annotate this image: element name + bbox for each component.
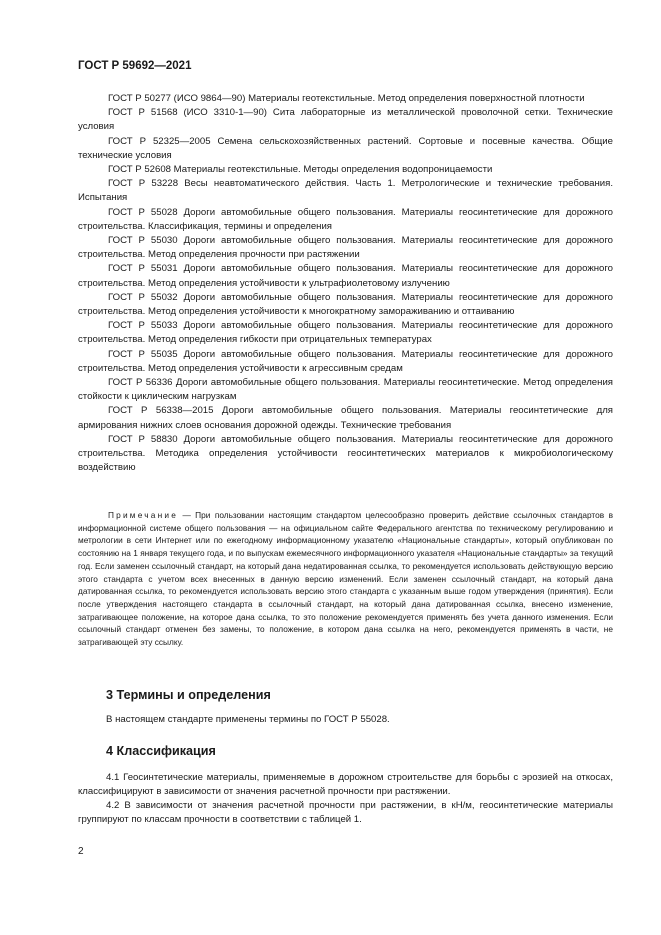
paragraph-4-1: 4.1 Геосинтетические материалы, применяемые в дорожном строительстве для борьбы с эрозией на откосах, классифицируют в зависимости от значения расчетной прочности при растяжении. xyxy=(78,772,613,798)
note-label: Примечание xyxy=(108,510,179,520)
section-4-heading: 4 Классификация xyxy=(106,744,216,758)
reference-item: ГОСТ Р 52608 Материалы геотекстильные. Методы определения водопроницаемости xyxy=(108,164,493,176)
reference-item: ГОСТ Р 55031 Дороги автомобильные общего пользования. Материалы геосинтетические для дорожного строительства. Метод определения устойчивости к ультрафиолетовому излучению xyxy=(78,263,613,289)
reference-item: ГОСТ Р 55028 Дороги автомобильные общего пользования. Материалы геосинтетические для дорожного строительства. Классификация, термины и определения xyxy=(78,206,613,232)
reference-item: ГОСТ Р 55032 Дороги автомобильные общего пользования. Материалы геосинтетические для дорожного строительства. Метод определения устойчивости к многократному замораживанию и оттаиванию xyxy=(78,291,613,318)
reference-item: ГОСТ Р 56338—2015 Дороги автомобильные общего пользования. Материалы геосинтетические для армирования нижних слоев основания дорожной одежды. Технические требования xyxy=(78,405,613,431)
reference-item: ГОСТ Р 53228 Весы неавтоматического действия. Часть 1. Метрологические и технические требования. Испытания xyxy=(78,178,613,204)
section-3-text: В настоящем стандарте применены термины по ГОСТ Р 55028. xyxy=(106,714,390,725)
page-number: 2 xyxy=(78,846,84,857)
normative-references-list xyxy=(78,92,613,475)
reference-item: ГОСТ Р 55030 Дороги автомобильные общего пользования. Материалы геосинтетические для дорожного строительства. Метод определения прочности при растяжении xyxy=(78,235,613,261)
references-note xyxy=(78,509,613,649)
reference-item: ГОСТ Р 56336 Дороги автомобильные общего пользования. Материалы геосинтетические. Метод определения стойкости к циклическим нагрузкам xyxy=(78,377,613,403)
document-header: ГОСТ Р 59692—2021 xyxy=(78,60,192,72)
reference-item: ГОСТ Р 55033 Дороги автомобильные общего пользования. Материалы геосинтетические для дорожного строительства. Метод определения гибкости при отрицательных температурах xyxy=(78,320,613,346)
reference-item: ГОСТ Р 52325—2005 Семена сельскохозяйственных растений. Сортовые и посевные качества. Общие технические условия xyxy=(78,135,613,161)
note-text: — При пользовании настоящим стандартом целесообразно проверить действие ссылочных стандартов в информационной системе общего пользования — на официальном сайте Федерального агентства по техническому регулированию и метрологии в сети Интернет или по ежегодному информационному указателю «Национальные стандарты», который опубликован по состоянию на 1 января текущего года, и по выпускам ежемесячного информационного указателя «Национальные стандарты» за текущий год. Если заменен ссылочный стандарт, на который дана недатированная ссылка, то рекомендуется использовать действующую версию этого стандарта с учетом всех внесенных в данную версию изменений. Если заменен ссылочный стандарт, на который дана датированная ссылка, то рекомендуется использовать версию этого стандарта с указанным выше годом утверждения (принятия). Если после утверждения настоящего стандарта в ссылочный стандарт, на который дана датированная ссылка, внесено изменение, затрагивающее положение, на которое дана ссылка, то это положение рекомендуется применять без учета данного изменения. Если ссылочный стандарт отменен без замены, то положение, в котором дана ссылка на него, рекомендуется применять в части, не затрагивающей эту ссылку. xyxy=(78,510,613,648)
section-3-heading: 3 Термины и определения xyxy=(106,688,271,702)
reference-item: ГОСТ Р 55035 Дороги автомобильные общего пользования. Материалы геосинтетические для дорожного строительства. Метод определения устойчивости к агрессивным средам xyxy=(78,348,613,374)
reference-item: ГОСТ Р 58830 Дороги автомобильные общего пользования. Материалы геосинтетические для дорожного строительства. Методика определения устойчивости геосинтетических материалов к микробиологическому воздействию xyxy=(78,433,613,474)
reference-item: ГОСТ Р 51568 (ИСО 3310-1—90) Сита лабораторные из металлической проволочной сетки. Технические условия xyxy=(78,107,613,133)
reference-item: ГОСТ Р 50277 (ИСО 9864—90) Материалы геотекстильные. Метод определения поверхностной плотности xyxy=(108,93,585,104)
paragraph-4-2: 4.2 В зависимости от значения расчетной прочности при растяжении, в кН/м, геосинтетические материалы группируют по классам прочности в соответствии с таблицей 1. xyxy=(78,800,613,826)
